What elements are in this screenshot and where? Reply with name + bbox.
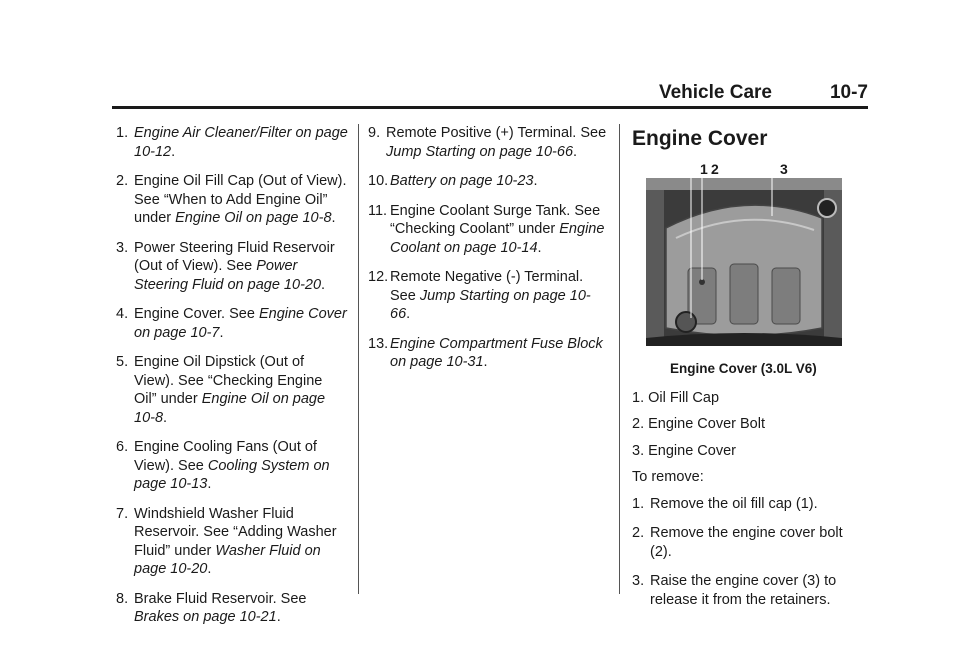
item-text: Brake Fluid Reservoir. See: [134, 590, 307, 607]
item-number: 13.: [368, 335, 389, 352]
step-item: 1. Remove the oil fill cap (1).: [632, 495, 818, 512]
item-number: 11.: [368, 202, 388, 219]
column-left: [116, 124, 348, 638]
list-item: [116, 124, 348, 161]
cross-reference[interactable]: Cooling System on page 10-13: [134, 457, 330, 492]
cross-reference[interactable]: Washer Fluid on page 10-20: [134, 542, 321, 577]
engine-cover-figure: [646, 160, 842, 352]
item-text: .: [483, 354, 488, 370]
to-remove-label: To remove:: [632, 469, 704, 485]
item-number: 10.: [368, 173, 389, 189]
item-text: .: [537, 239, 542, 256]
item-text: .: [331, 210, 336, 226]
item-text: .: [207, 561, 212, 577]
item-text: .: [533, 173, 538, 189]
item-text: .: [207, 476, 212, 492]
column-middle: [368, 124, 608, 383]
list-item: [116, 305, 348, 342]
page-header: [112, 80, 868, 109]
list-item: [368, 202, 608, 258]
item-number: 5.: [116, 354, 129, 370]
list-item: [116, 438, 348, 494]
item-text: Engine Cooling Fans (Out of View). See: [134, 439, 317, 474]
legend-item: 1. Oil Fill Cap: [632, 389, 720, 406]
cross-reference[interactable]: Battery on page 10-23: [390, 173, 534, 189]
cross-reference[interactable]: Power Steering Fluid on page 10-20: [134, 258, 322, 293]
item-text: .: [276, 609, 281, 625]
list-item: [116, 239, 348, 295]
item-text: .: [219, 324, 224, 341]
cross-reference[interactable]: Jump Starting on page 10-66: [386, 143, 574, 160]
item-text: .: [321, 276, 326, 293]
list-item: [116, 505, 348, 579]
list-item: [368, 124, 608, 161]
item-number: 9.: [368, 125, 381, 141]
item-number: 6.: [116, 439, 129, 455]
cross-reference[interactable]: Engine Air Cleaner/Filter on page 10-12: [134, 125, 348, 160]
item-text: .: [163, 409, 168, 426]
item-text: .: [573, 143, 578, 160]
column-divider: [619, 124, 620, 594]
item-number: 7.: [116, 505, 129, 522]
item-number: 3.: [116, 239, 129, 256]
cross-reference[interactable]: Engine Cover on page 10-7: [134, 306, 347, 341]
item-number: 8.: [116, 590, 129, 607]
column-divider: [358, 124, 359, 594]
list-item: [116, 353, 348, 427]
page-number: 10-7: [829, 82, 868, 103]
item-text: Engine Coolant Surge Tank. See “Checking Coolant” under: [390, 202, 601, 237]
cross-reference[interactable]: Brakes on page 10-21: [134, 609, 277, 625]
item-number: 12.: [368, 269, 389, 285]
item-text: Remote Negative (-) Terminal. See: [390, 269, 584, 304]
item-text: Engine Oil Fill Cap (Out of View). See “When to Add Engine Oil” under: [134, 173, 347, 226]
item-text: .: [171, 143, 176, 160]
item-number: 2.: [116, 173, 129, 189]
cross-reference[interactable]: Jump Starting on page 10-66: [390, 287, 591, 322]
list-item: [368, 172, 608, 191]
step-item: 2. Remove the engine cover bolt (2).: [632, 525, 843, 560]
cross-reference[interactable]: Engine Oil on page 10-8: [134, 391, 326, 426]
item-number: 4.: [116, 306, 129, 322]
list-item: [116, 172, 348, 228]
item-text: Engine Oil Dipstick (Out of View). See “Checking Engine Oil” under: [134, 354, 323, 407]
item-text: Windshield Washer Fluid Reservoir. See “Adding Washer Fluid” under: [134, 505, 337, 559]
legend-item: 3. Engine Cover: [632, 442, 736, 459]
section-title: Vehicle Care: [658, 82, 772, 103]
callout-1: 1: [700, 161, 708, 177]
item-number: 1.: [116, 125, 129, 141]
cross-reference[interactable]: Engine Compartment Fuse Block on page 10-31: [390, 335, 603, 370]
engine-compartment-photo: [646, 178, 842, 346]
engine-cover-heading: Engine Cover: [632, 127, 768, 150]
step-item: 3. Raise the engine cover (3) to release it from the retainers.: [632, 573, 837, 608]
cross-reference[interactable]: Engine Oil on page 10-8: [175, 210, 332, 226]
item-text: Remote Positive (+) Terminal. See: [386, 125, 607, 141]
callout-2: 2: [711, 161, 719, 177]
item-text: Engine Cover. See: [134, 306, 259, 322]
list-item: [368, 335, 608, 372]
legend-item: 2. Engine Cover Bolt: [632, 416, 765, 432]
list-item: [368, 268, 608, 324]
callout-3: 3: [780, 161, 788, 177]
column-right: [632, 124, 868, 620]
cross-reference[interactable]: Engine Coolant on page 10-14: [390, 221, 605, 256]
figure-caption: Engine Cover (3.0L V6): [670, 361, 817, 376]
list-item: [116, 590, 348, 627]
item-text: Power Steering Fluid Reservoir (Out of View). See: [134, 239, 335, 274]
item-text: .: [406, 306, 411, 322]
